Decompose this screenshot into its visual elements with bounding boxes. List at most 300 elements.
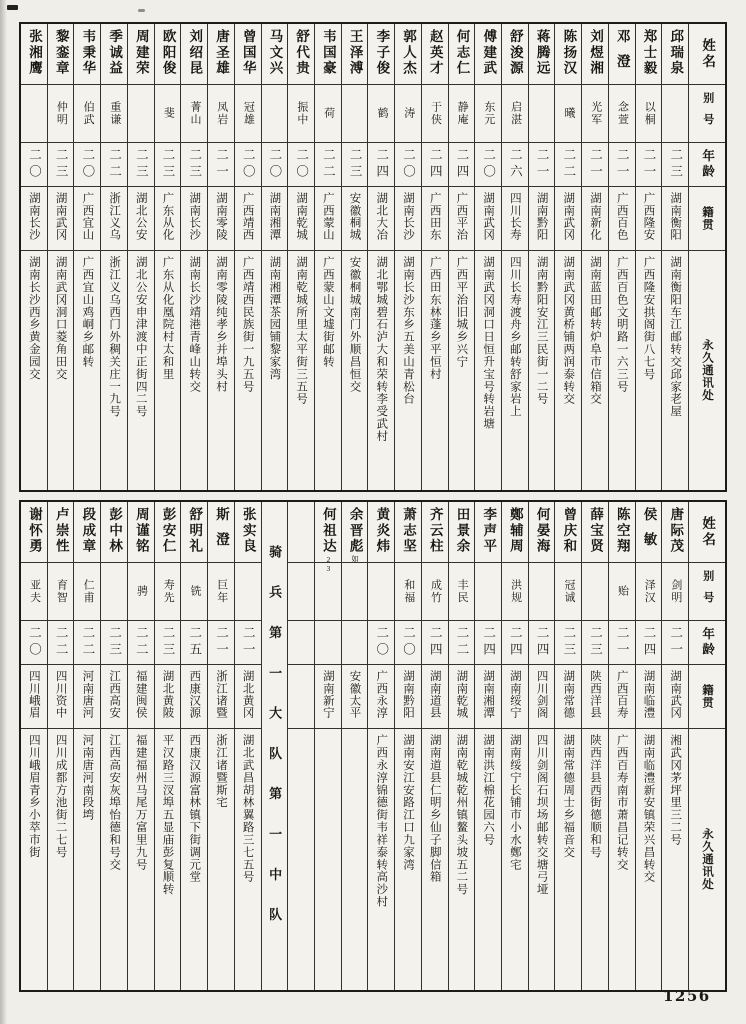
person-native: 湖南黔阳 xyxy=(535,192,548,241)
person-address: 湖南长沙靖港青峰山转交 xyxy=(188,256,201,393)
name-cell xyxy=(101,502,127,562)
person-address: 湖南湘潭茶园铺黎家湾 xyxy=(268,256,281,381)
person-address: 湖南乾城乾州镇鳌头坡五二号 xyxy=(455,734,468,896)
person-column xyxy=(367,502,394,990)
person-age: 二四 xyxy=(428,148,443,181)
person-column xyxy=(501,24,528,490)
alias-cell xyxy=(422,562,448,620)
person-column xyxy=(528,502,555,990)
alias-cell xyxy=(342,84,368,142)
person-address: 广西田东林蓬乡平恒村 xyxy=(428,256,441,381)
person-age: 二四 xyxy=(641,626,656,659)
person-address: 广西蒙山文墟街邮转 xyxy=(321,256,334,368)
person-column xyxy=(73,502,100,990)
person-age: 二二 xyxy=(134,626,149,659)
age-cell xyxy=(502,142,528,186)
person-column xyxy=(21,24,47,490)
address-cell xyxy=(422,250,448,490)
person-alias: 重谦 xyxy=(108,101,121,126)
native-cell xyxy=(662,186,688,250)
person-age: 二〇 xyxy=(401,148,416,181)
address-cell xyxy=(529,250,555,490)
header-address-label: 永久通讯处 xyxy=(701,339,714,402)
name-cell xyxy=(208,502,234,562)
address-cell xyxy=(582,728,608,990)
age-cell xyxy=(208,142,234,186)
person-native: 湖南绥宁 xyxy=(508,670,521,719)
name-cell xyxy=(235,502,261,562)
name-cell xyxy=(74,24,100,84)
person-age: 二〇 xyxy=(481,148,496,181)
person-age: 二〇 xyxy=(27,626,42,659)
person-alias: 振中 xyxy=(295,101,308,126)
section-divider-column xyxy=(261,502,288,990)
name-cell xyxy=(475,24,501,84)
address-cell xyxy=(315,250,341,490)
age-cell xyxy=(48,620,74,664)
person-native: 安徽桐城 xyxy=(348,192,361,241)
person-alias: 成竹 xyxy=(429,579,442,604)
person-column xyxy=(635,502,662,990)
native-cell xyxy=(101,186,127,250)
person-age: 二四 xyxy=(454,148,469,181)
person-alias: 寿先 xyxy=(162,579,175,604)
person-column xyxy=(528,24,555,490)
person-alias: 丰民 xyxy=(456,579,469,604)
age-cell xyxy=(74,142,100,186)
age-cell xyxy=(48,142,74,186)
age-cell xyxy=(449,620,475,664)
age-cell xyxy=(395,620,421,664)
address-cell xyxy=(208,728,234,990)
name-cell xyxy=(74,502,100,562)
person-address: 浙江义乌西门外稠关庄一九号 xyxy=(108,256,121,418)
person-alias: 启湛 xyxy=(509,101,522,126)
person-name: 谢怀勇 xyxy=(26,507,42,555)
address-cell xyxy=(342,728,368,990)
person-address: 湖南常德周士乡福音交 xyxy=(562,734,575,859)
alias-cell xyxy=(582,84,608,142)
age-cell xyxy=(101,142,127,186)
address-cell xyxy=(582,250,608,490)
person-alias: 荷 xyxy=(322,107,335,120)
person-native: 江西高安 xyxy=(108,670,121,719)
header-address-cell xyxy=(689,728,725,990)
native-cell xyxy=(208,186,234,250)
person-address: 浙江诸暨斯宅 xyxy=(214,734,227,809)
person-name: 曾庆和 xyxy=(561,507,577,555)
person-native: 湖南黔阳 xyxy=(401,670,414,719)
person-name: 赵英才 xyxy=(427,29,443,77)
person-native: 湖南湘潭 xyxy=(482,670,495,719)
person-alias: 鹤 xyxy=(376,107,388,120)
age-cell xyxy=(636,142,662,186)
address-cell xyxy=(128,250,154,490)
age-cell xyxy=(155,620,181,664)
name-cell xyxy=(315,24,341,84)
person-age: 二〇 xyxy=(374,626,389,659)
person-native: 安徽太平 xyxy=(348,670,361,719)
alias-cell xyxy=(208,562,234,620)
name-cell xyxy=(155,502,181,562)
native-cell xyxy=(502,186,528,250)
person-native: 湖南武冈 xyxy=(562,192,575,241)
person-name: 黎銮章 xyxy=(53,29,69,77)
person-address: 湖南武冈黄桥铺两润泰转交 xyxy=(562,256,575,406)
person-name: 何志仁 xyxy=(454,29,470,77)
native-cell xyxy=(555,186,581,250)
person-address: 湖南绥宁长铺市小水鄭宅 xyxy=(508,734,521,871)
person-native: 福建闽侯 xyxy=(134,670,147,719)
name-cell xyxy=(235,24,261,84)
person-alias: 泽汉 xyxy=(643,579,656,604)
native-cell xyxy=(395,186,421,250)
native-cell xyxy=(288,186,314,250)
person-address: 平汉路三汊埠五显庙彭复顺转 xyxy=(161,734,174,896)
address-cell xyxy=(368,250,394,490)
native-cell xyxy=(636,186,662,250)
alias-cell xyxy=(609,562,635,620)
native-cell xyxy=(609,186,635,250)
person-column xyxy=(314,502,341,990)
alias-cell xyxy=(502,84,528,142)
person-alias: 静庵 xyxy=(456,101,469,126)
person-address: 湖南蓝田邮转炉阜市信箱交 xyxy=(589,256,602,406)
person-age: 二二 xyxy=(107,148,122,181)
person-column xyxy=(554,502,581,990)
name-cell xyxy=(609,502,635,562)
native-cell xyxy=(21,664,47,728)
native-cell xyxy=(128,186,154,250)
person-address: 湖北武昌胡林翼路三七五号 xyxy=(241,734,254,884)
person-address: 湖南黔阳安江三民街一二号 xyxy=(535,256,548,406)
age-cell xyxy=(342,620,368,664)
address-cell xyxy=(262,250,288,490)
address-cell xyxy=(609,728,635,990)
person-native: 湖南临澧 xyxy=(642,670,655,719)
person-name: 马文兴 xyxy=(267,29,283,77)
person-address: 湖南临澧新安镇荣兴昌转交 xyxy=(642,734,655,884)
header-native-cell xyxy=(689,664,725,728)
person-column xyxy=(180,502,207,990)
directory-table-bottom xyxy=(19,500,727,992)
person-age: 二三 xyxy=(348,148,363,181)
age-cell xyxy=(449,142,475,186)
header-alias-label: 别号 xyxy=(701,570,714,613)
person-address: 湖南道县仁明乡仙子脚信箱 xyxy=(428,734,441,884)
native-cell xyxy=(181,664,207,728)
age-cell xyxy=(74,620,100,664)
age-cell xyxy=(315,620,341,664)
person-address: 广西宜山鸡峒乡邮转 xyxy=(81,256,94,368)
native-cell xyxy=(502,664,528,728)
alias-cell xyxy=(208,84,234,142)
address-cell xyxy=(235,250,261,490)
person-age: 二三 xyxy=(54,148,69,181)
header-age-label: 年龄 xyxy=(700,626,715,659)
person-native: 广西百色 xyxy=(615,192,628,241)
name-cell xyxy=(208,24,234,84)
alias-cell xyxy=(181,84,207,142)
name-annotation: 如 xyxy=(350,554,360,563)
person-name: 鄭辅周 xyxy=(507,507,523,555)
person-address: 湖南乾城所里太平街三五号 xyxy=(295,256,308,406)
address-cell xyxy=(395,728,421,990)
header-alias-cell xyxy=(689,84,725,142)
person-age: 二六 xyxy=(508,148,523,181)
age-cell xyxy=(422,620,448,664)
alias-cell xyxy=(555,562,581,620)
address-cell xyxy=(422,728,448,990)
person-column xyxy=(367,24,394,490)
alias-cell xyxy=(74,562,100,620)
age-cell xyxy=(155,142,181,186)
name-cell xyxy=(368,24,394,84)
person-address: 广西平治旧城乡兴宁 xyxy=(455,256,468,368)
person-native: 四川峨眉 xyxy=(27,670,40,719)
person-alias: 冠诚 xyxy=(563,579,576,604)
native-cell xyxy=(74,664,100,728)
person-native: 湖北黄冈 xyxy=(241,670,254,719)
alias-cell xyxy=(582,562,608,620)
native-cell xyxy=(422,186,448,250)
alias-cell xyxy=(101,84,127,142)
native-cell xyxy=(208,664,234,728)
alias-cell xyxy=(555,84,581,142)
person-address: 湖北公安申津渡中正街四二号 xyxy=(134,256,147,418)
age-cell xyxy=(101,620,127,664)
person-native: 湖南新化 xyxy=(589,192,602,241)
age-cell xyxy=(128,620,154,664)
name-cell xyxy=(609,24,635,84)
person-native: 湖南常德 xyxy=(562,670,575,719)
age-cell xyxy=(529,620,555,664)
alias-cell xyxy=(128,562,154,620)
name-cell xyxy=(582,502,608,562)
person-name: 王泽溥 xyxy=(347,29,363,77)
native-cell xyxy=(101,664,127,728)
address-cell xyxy=(555,250,581,490)
person-age: 二二 xyxy=(321,148,336,181)
person-age: 二〇 xyxy=(267,148,282,181)
alias-cell xyxy=(315,84,341,142)
person-native: 广西蒙山 xyxy=(321,192,334,241)
header-name-label: 姓名 xyxy=(700,516,716,548)
name-cell xyxy=(288,24,314,84)
native-cell xyxy=(475,664,501,728)
name-cell xyxy=(502,24,528,84)
person-native: 湖南衡阳 xyxy=(669,192,682,241)
alias-cell xyxy=(662,562,688,620)
name-cell xyxy=(342,24,368,84)
header-native-cell xyxy=(689,186,725,250)
person-age: 二一 xyxy=(214,148,229,181)
person-name: 何祖达23 xyxy=(320,507,336,573)
person-address: 湖南零陵纯孝乡并埠头村 xyxy=(214,256,227,393)
age-cell xyxy=(555,142,581,186)
alias-cell xyxy=(529,84,555,142)
person-name: 薛宝贤 xyxy=(588,507,604,555)
person-age: 二三 xyxy=(134,148,149,181)
alias-cell xyxy=(48,84,74,142)
native-cell xyxy=(128,664,154,728)
person-age: 二三 xyxy=(668,148,683,181)
address-cell xyxy=(315,728,341,990)
age-cell xyxy=(609,620,635,664)
alias-cell xyxy=(395,562,421,620)
person-address: 湘武冈茅坪里三二号 xyxy=(669,734,682,846)
person-age: 二四 xyxy=(428,626,443,659)
person-alias: 光军 xyxy=(589,101,602,126)
person-age: 二一 xyxy=(641,148,656,181)
alias-cell xyxy=(395,84,421,142)
person-alias: 曦 xyxy=(563,107,576,120)
person-name: 彭中林 xyxy=(107,507,123,555)
address-cell xyxy=(288,728,314,990)
person-name: 李声平 xyxy=(481,507,497,555)
person-native: 湖南长沙 xyxy=(188,192,201,241)
address-cell xyxy=(502,250,528,490)
person-column xyxy=(661,502,688,990)
age-cell xyxy=(475,142,501,186)
native-cell xyxy=(662,664,688,728)
person-address: 湖南长沙东乡五美山青松台 xyxy=(401,256,414,406)
native-cell xyxy=(475,186,501,250)
scan-smudge xyxy=(7,5,18,10)
person-age: 二二 xyxy=(80,626,95,659)
address-cell xyxy=(475,250,501,490)
person-name: 余晋彪如 xyxy=(347,507,363,563)
person-name: 傅建武 xyxy=(481,29,497,77)
person-name: 段成章 xyxy=(80,507,96,555)
native-cell xyxy=(555,664,581,728)
address-cell xyxy=(449,728,475,990)
person-column xyxy=(448,24,475,490)
name-cell xyxy=(21,24,47,84)
person-age: 二〇 xyxy=(27,148,42,181)
address-cell xyxy=(502,728,528,990)
name-cell xyxy=(101,24,127,84)
person-alias: 伯武 xyxy=(82,101,95,126)
person-column xyxy=(127,502,154,990)
name-cell xyxy=(181,502,207,562)
alias-cell xyxy=(342,562,368,620)
alias-cell xyxy=(662,84,688,142)
person-native: 湖南乾城 xyxy=(455,670,468,719)
person-native: 湖南长沙 xyxy=(401,192,414,241)
person-age: 二五 xyxy=(187,626,202,659)
name-cell xyxy=(662,24,688,84)
person-age: 二三 xyxy=(161,148,176,181)
address-cell xyxy=(395,250,421,490)
native-cell xyxy=(636,664,662,728)
person-native: 湖南零陵 xyxy=(214,192,227,241)
person-address: 湖南洪江棉花园六号 xyxy=(482,734,495,846)
person-age: 二一 xyxy=(241,626,256,659)
person-native: 湖南武冈 xyxy=(54,192,67,241)
person-native: 湖南武冈 xyxy=(669,670,682,719)
person-name: 舒明礼 xyxy=(187,507,203,555)
directory-table-top xyxy=(19,22,727,492)
person-age: 二四 xyxy=(508,626,523,659)
person-column xyxy=(635,24,662,490)
header-name-label: 姓名 xyxy=(700,38,716,70)
age-cell xyxy=(288,142,314,186)
native-cell xyxy=(368,664,394,728)
person-native: 浙江义乌 xyxy=(108,192,121,241)
name-cell xyxy=(128,24,154,84)
person-column xyxy=(127,24,154,490)
person-age: 二四 xyxy=(535,626,550,659)
alias-cell xyxy=(475,562,501,620)
address-cell xyxy=(21,728,47,990)
age-cell xyxy=(368,142,394,186)
person-age: 二〇 xyxy=(294,148,309,181)
person-name: 曾国华 xyxy=(240,29,256,77)
alias-cell xyxy=(288,84,314,142)
person-name: 张湘鹰 xyxy=(26,29,42,77)
person-address: 四川成都方池街二七号 xyxy=(54,734,67,859)
person-age: 二一 xyxy=(588,148,603,181)
alias-cell xyxy=(262,84,288,142)
scan-smudge xyxy=(138,9,145,12)
person-age: 二二 xyxy=(561,148,576,181)
person-native: 广西隆安 xyxy=(642,192,655,241)
person-column xyxy=(47,24,74,490)
person-address: 湖南长沙西乡黄金园交 xyxy=(27,256,40,381)
name-cell xyxy=(395,502,421,562)
age-cell xyxy=(21,142,47,186)
address-cell xyxy=(48,250,74,490)
person-column xyxy=(341,24,368,490)
person-name: 侯敏 xyxy=(641,507,657,557)
person-column xyxy=(608,502,635,990)
person-age: 二二 xyxy=(54,626,69,659)
person-column xyxy=(581,24,608,490)
name-cell xyxy=(555,24,581,84)
person-name: 陈空翔 xyxy=(614,507,630,555)
address-cell xyxy=(288,250,314,490)
native-cell xyxy=(582,664,608,728)
native-cell xyxy=(315,664,341,728)
native-cell xyxy=(74,186,100,250)
person-age: 二一 xyxy=(214,626,229,659)
person-address: 湖南安江安路江口九家湾 xyxy=(401,734,414,871)
age-cell xyxy=(181,620,207,664)
person-name: 田景余 xyxy=(454,507,470,555)
address-cell xyxy=(662,250,688,490)
person-column xyxy=(421,502,448,990)
person-column xyxy=(154,24,181,490)
name-cell xyxy=(529,502,555,562)
person-native: 浙江诸暨 xyxy=(214,670,227,719)
alias-cell xyxy=(181,562,207,620)
alias-cell xyxy=(636,84,662,142)
age-cell xyxy=(475,620,501,664)
name-cell xyxy=(555,502,581,562)
age-cell xyxy=(368,620,394,664)
name-annotation: 23 xyxy=(323,554,333,573)
alias-cell xyxy=(502,562,528,620)
native-cell xyxy=(368,186,394,250)
person-alias: 剑明 xyxy=(669,579,682,604)
page-number: 1256 xyxy=(663,987,711,1005)
person-column xyxy=(234,24,261,490)
age-cell xyxy=(288,620,314,664)
header-native-label: 籍贯 xyxy=(701,684,714,709)
age-cell xyxy=(609,142,635,186)
person-name: 卢崇性 xyxy=(53,507,69,555)
